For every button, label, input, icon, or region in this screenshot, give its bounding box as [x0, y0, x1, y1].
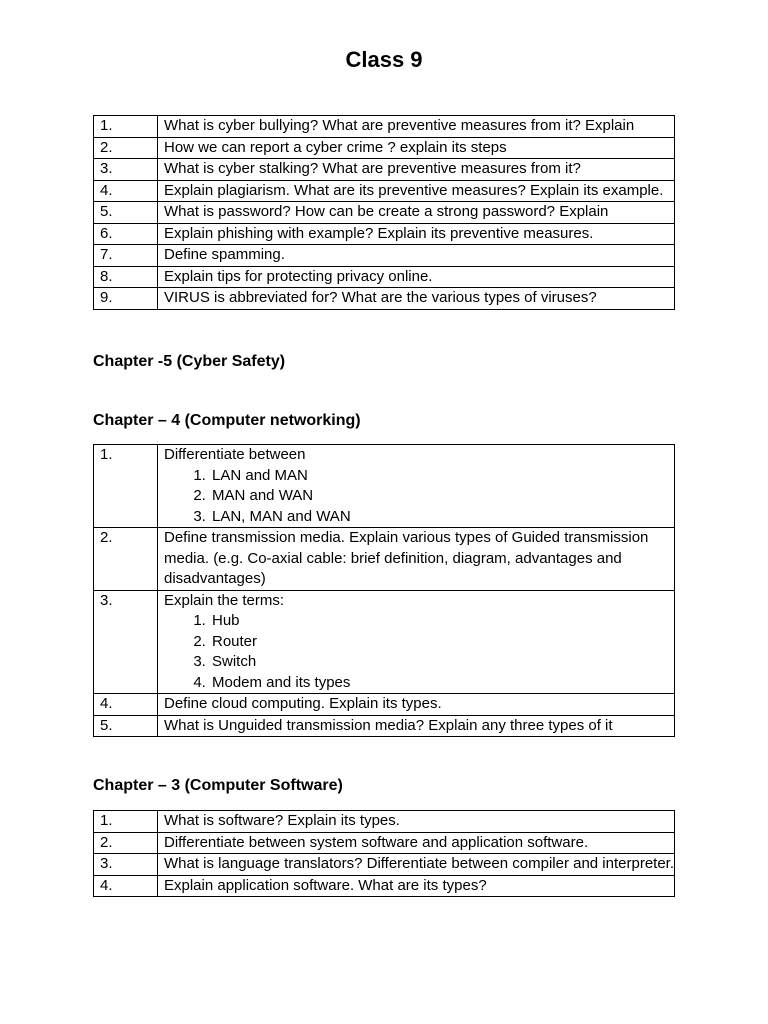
question-number: 1. — [94, 445, 158, 528]
table-row — [94, 590, 675, 694]
list-item: 1. Hub — [210, 611, 674, 632]
software-table — [93, 810, 675, 897]
table-row — [94, 266, 675, 288]
question-text: What is Unguided transmission media? Explain any three types of it — [158, 715, 675, 737]
question-text: Differentiate between system software and application software. — [158, 832, 675, 854]
question-number: 3. — [94, 854, 158, 876]
table-row — [94, 528, 675, 591]
question-text: What is password? How can be create a strong password? Explain — [158, 202, 675, 224]
table-row — [94, 245, 675, 267]
question-cell — [158, 445, 675, 528]
question-text: Define transmission media. Explain various types of Guided transmission media. (e.g. Co-axial cable: brief definition, diagram, advantages and disadvantages) — [158, 528, 675, 591]
table-row — [94, 875, 675, 897]
list-item: 2. Router — [210, 632, 674, 653]
list-item: 3. Switch — [210, 652, 674, 673]
question-number: 7. — [94, 245, 158, 267]
list-item: 3. LAN, MAN and WAN — [210, 507, 674, 528]
table-row — [94, 223, 675, 245]
list-item: 4. Modem and its types — [210, 673, 674, 694]
question-number: 4. — [94, 694, 158, 716]
table-row — [94, 811, 675, 833]
question-number: 6. — [94, 223, 158, 245]
table-row — [94, 159, 675, 181]
question-number: 2. — [94, 832, 158, 854]
question-number: 8. — [94, 266, 158, 288]
question-cell — [158, 590, 675, 694]
table-row — [94, 854, 675, 876]
question-text: Explain the terms: — [164, 591, 285, 609]
question-text: What is software? Explain its types. — [158, 811, 675, 833]
question-text: Explain application software. What are its types? — [158, 875, 675, 897]
question-number: 2. — [94, 528, 158, 591]
table-row — [94, 445, 675, 528]
question-number: 9. — [94, 288, 158, 310]
question-number: 5. — [94, 715, 158, 737]
table-row — [94, 180, 675, 202]
chapter-heading: Chapter -5 (Cyber Safety) — [93, 353, 286, 370]
question-text: Explain tips for protecting privacy online. — [158, 266, 675, 288]
table-row — [94, 694, 675, 716]
list-item: 1. LAN and MAN — [210, 466, 674, 487]
question-text: Define cloud computing. Explain its types. — [158, 694, 675, 716]
table-row — [94, 137, 675, 159]
question-number: 1. — [94, 811, 158, 833]
question-number: 4. — [94, 180, 158, 202]
table-row — [94, 715, 675, 737]
table-row — [94, 202, 675, 224]
question-text: VIRUS is abbreviated for? What are the various types of viruses? — [158, 288, 675, 310]
question-text: How we can report a cyber crime ? explain its steps — [158, 137, 675, 159]
table-row — [94, 116, 675, 138]
chapter-heading: Chapter – 3 (Computer Software) — [93, 777, 343, 794]
table-row — [94, 832, 675, 854]
question-text: Explain phishing with example? Explain its preventive measures. — [158, 223, 675, 245]
question-text: What is language translators? Differentiate between compiler and interpreter. — [158, 854, 675, 876]
list-item: 2. MAN and WAN — [210, 486, 674, 507]
question-number: 1. — [94, 116, 158, 138]
question-text: Differentiate between — [164, 446, 306, 463]
sub-list — [164, 466, 674, 528]
table-row — [94, 288, 675, 310]
question-text: Explain plagiarism. What are its preventive measures? Explain its example. — [158, 180, 675, 202]
question-number: 3. — [94, 590, 158, 694]
cyber-safety-table — [93, 115, 675, 310]
chapter-heading: Chapter – 4 (Computer networking) — [93, 412, 361, 429]
question-number: 5. — [94, 202, 158, 224]
question-text: Define spamming. — [158, 245, 675, 267]
question-text: What is cyber stalking? What are preventive measures from it? — [158, 159, 675, 181]
question-text: What is cyber bullying? What are preventive measures from it? Explain — [158, 116, 675, 138]
sub-list — [164, 611, 674, 693]
question-number: 4. — [94, 875, 158, 897]
page-title: Class 9 — [345, 47, 423, 72]
question-number: 3. — [94, 159, 158, 181]
question-number: 2. — [94, 137, 158, 159]
networking-table — [93, 444, 675, 737]
